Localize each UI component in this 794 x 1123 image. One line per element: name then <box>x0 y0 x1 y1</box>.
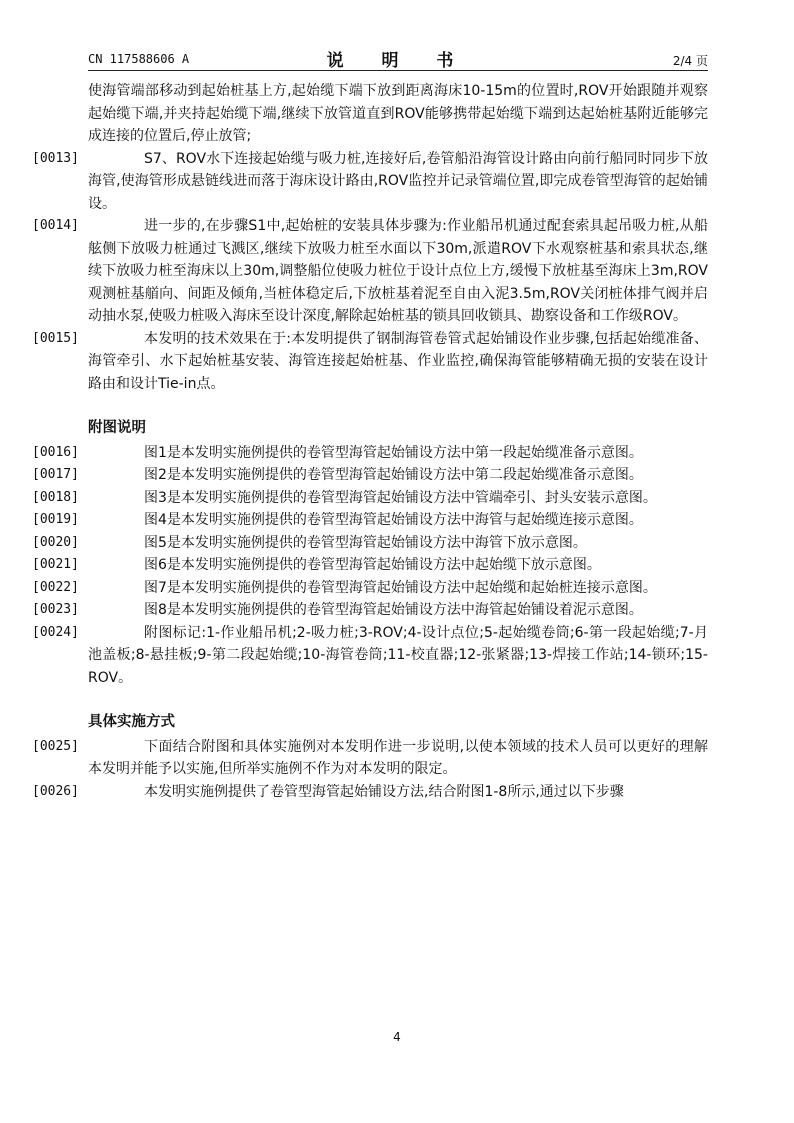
paragraph <box>32 464 708 487</box>
paragraph <box>32 215 708 328</box>
page-number: 4 <box>393 1030 401 1044</box>
header-divider <box>88 70 708 71</box>
paragraph-number: [0026] <box>32 783 79 799</box>
paragraph <box>32 736 708 781</box>
paragraph <box>32 622 708 690</box>
paragraph <box>32 442 708 465</box>
paragraph-number: [0016] <box>32 444 79 460</box>
document-title: 说 明 书 <box>326 51 470 71</box>
paragraph-number: [0015] <box>32 330 79 346</box>
paragraph-number: [0013] <box>32 150 79 166</box>
paragraph-number: [0018] <box>32 489 79 505</box>
section-heading-embodiments: 具体实施方式 <box>88 714 175 730</box>
paragraph <box>32 487 708 510</box>
paragraph-text: 图6是本发明实施例提供的卷管型海管起始铺设方法中起始缆下放示意图。 <box>144 557 601 573</box>
paragraph-number: [0017] <box>32 467 79 482</box>
paragraph-text: 图1是本发明实施例提供的卷管型海管起始铺设方法中第一段起始缆准备示意图。 <box>144 444 643 461</box>
paragraph <box>32 509 708 532</box>
paragraph-text: S7、ROV水下连接起始缆与吸力桩,连接好后,卷管船沿海管设计路由向前行船同时同步下放海管,使海管形成悬链线进而落于海床设计路由,ROV监控并记录管端位置,即完成卷管型海管的起始铺设。 <box>88 150 708 212</box>
paragraph <box>32 577 708 600</box>
paragraph <box>32 554 708 577</box>
paragraph-text: 本发明实施例提供了卷管型海管起始铺设方法,结合附图1-8所示,通过以下步骤 <box>144 783 624 800</box>
paragraph-number: [0023] <box>32 602 79 617</box>
paragraph <box>32 781 708 804</box>
document-body <box>32 80 708 803</box>
paragraph-text: 本发明的技术效果在于:本发明提供了钢制海管卷管式起始铺设作业步骤,包括起始缆准备、海管牵引、水下起始桩基安装、海管连接起始桩基、作业监控,确保海管能够精确无损的安装在设计路由和设计Tie-in点。 <box>88 330 708 392</box>
paragraph-number: [0021] <box>32 557 79 572</box>
paragraph-text: 图4是本发明实施例提供的卷管型海管起始铺设方法中海管与起始缆连接示意图。 <box>144 512 643 528</box>
paragraph-group-c <box>32 736 708 804</box>
paragraph-text: 进一步的,在步骤S1中,起始桩的安装具体步骤为:作业船吊机通过配套索具起吊吸力桩,从船舷侧下放吸力桩通过飞溅区,继续下放吸力桩至水面以下30m,派遣ROV下水观察桩基和索具状态,继续下放吸力桩至海床以上30m,调整船位使吸力桩位于设计点位上方,缓慢下放桩基至海床上3m,ROV观测桩基艏向、间距及倾角,当桩体稳定后,下放桩基着泥至自由入泥3.5m,ROV关闭桩体排气阀并启动抽水泵,使吸力桩吸入海床至设计深度,解除起始桩基的锁具回收锁具、勘察设备和工作级ROV。 <box>88 218 708 324</box>
continued-paragraph: 使海管端部移动到起始桩基上方,起始缆下端下放到距离海床10-15m的位置时,ROV开始跟随并观察起始缆下端,并夹持起始缆下端,继续下放管道直到ROV能够携带起始缆下端到达起始桩基附近能够完成连接的位置后,停止放管; <box>88 83 708 144</box>
paragraph-text: 附图标记:1-作业船吊机;2-吸力桩;3-ROV;4-设计点位;5-起始缆卷筒;6-第一段起始缆;7-月池盖板;8-悬挂板;9-第二段起始缆;10-海管卷筒;11-校直器;12-张紧器;13-焊接工作站;14-锁环;15-ROV。 <box>88 624 708 686</box>
page-indicator: 2/4 页 <box>672 54 708 68</box>
page-header <box>88 44 708 70</box>
paragraph-text: 图5是本发明实施例提供的卷管型海管起始铺设方法中海管下放示意图。 <box>144 534 587 551</box>
paragraph <box>32 148 708 216</box>
paragraph-text: 下面结合附图和具体实施例对本发明作进一步说明,以使本领域的技术人员可以更好的理解本发明并能予以实施,但所举实施例不作为对本发明的限定。 <box>88 738 708 777</box>
paragraph-text: 图8是本发明实施例提供的卷管型海管起始铺设方法中海管起始铺设着泥示意图。 <box>144 602 643 618</box>
paragraph-number: [0022] <box>32 579 79 595</box>
paragraph-text: 图2是本发明实施例提供的卷管型海管起始铺设方法中第二段起始缆准备示意图。 <box>144 467 643 483</box>
paragraph-text: 图3是本发明实施例提供的卷管型海管起始铺设方法中管端牵引、封头安装示意图。 <box>144 489 657 506</box>
paragraph <box>32 532 708 555</box>
publication-number: CN 117588606 A <box>88 52 190 66</box>
paragraph-text: 图7是本发明实施例提供的卷管型海管起始铺设方法中起始缆和起始桩连接示意图。 <box>144 579 657 596</box>
paragraph-number: [0014] <box>32 218 79 233</box>
paragraph-number: [0024] <box>32 624 79 640</box>
paragraph-number: [0020] <box>32 534 79 550</box>
paragraph <box>32 328 708 396</box>
paragraph-group-b <box>32 442 708 690</box>
section-heading-figures: 附图说明 <box>88 420 146 436</box>
paragraph <box>32 599 708 622</box>
paragraph-group-a <box>32 148 708 396</box>
paragraph-number: [0025] <box>32 738 79 754</box>
paragraph-number: [0019] <box>32 512 79 527</box>
